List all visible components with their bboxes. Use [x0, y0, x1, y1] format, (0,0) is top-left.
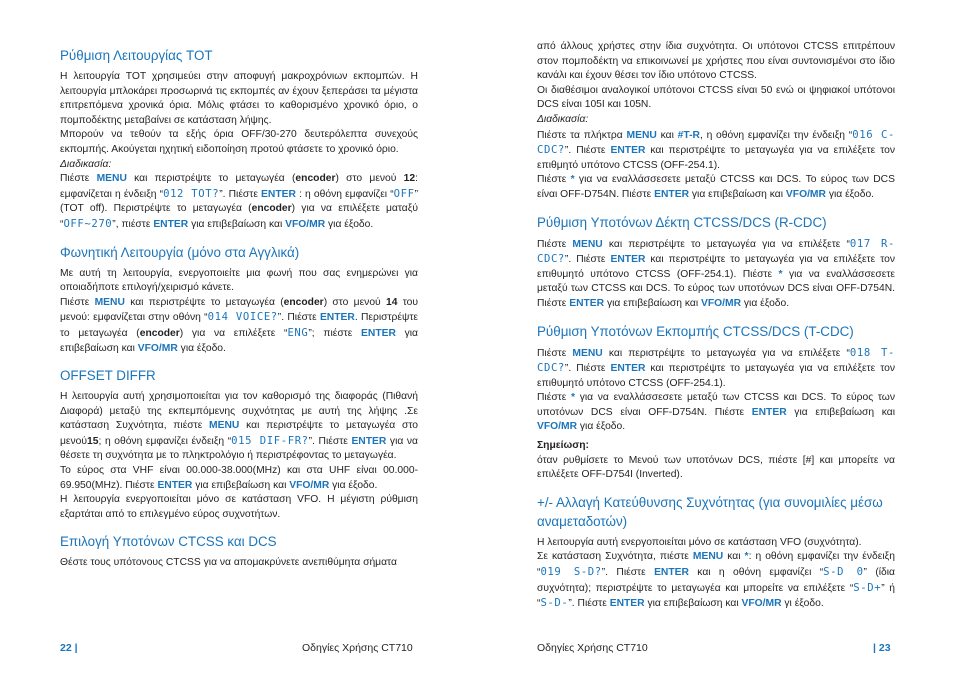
menu-key: MENU: [572, 238, 603, 250]
lcd-text: S-D+: [853, 581, 882, 594]
offset-procedure: Η λειτουργία αυτή χρησιμοποιείται για τον καθορισμό της διαφοράς (Πιθανή Διαφορά) μεταξύ της εκπεμπόμενης συχνότητας με αυτή της λήψης .Σε κατάσταση Συχνότητα, πιέστε MENU και περιστρέψτε το μεταγωγέα στο μενού15; η οθόνη εμφανίζει ένδειξη “015 DIF-FR?”. Πιέστε ENTER για να θέσετε τη συχνότητα με το πληκτρολόγιο ή περιστρέφοντας το μεταγωγέα.: [60, 391, 418, 462]
menu-key: MENU: [572, 347, 603, 359]
tcdc-dcs-toggle: Πιέστε * για να εναλλάσσεσετε μεταξύ των CTCSS και DCS. Το εύρος των υποτόνων DCS είναι OFF-D754N. Πιέστε ENTER για επιβεβαίωση και VFO/MR για έξοδο.: [537, 392, 895, 433]
note-text: όταν ρυθμίσετε το Μενού των υποτόνων DCS, πιέστε [#] και μπορείτε να επιλέξετε OFF-D754I (Inverted).: [537, 454, 895, 481]
menu-key: MENU: [96, 173, 127, 185]
ctcss-available: Οι διαθέσιμοι αναλογικοί υπότονοι CTCSS είναι 50 ενώ οι ψηφιακοί υπότονοι DCS είναι 105I και 105N.: [537, 84, 895, 111]
menu-key: MENU: [626, 129, 657, 141]
lcd-text: S-D 0: [823, 566, 864, 579]
right-page-number: | 23: [873, 642, 891, 654]
vfo-mr-key: VFO/MR: [741, 598, 782, 610]
star-key: *: [571, 392, 576, 404]
enter-key: ENTER: [654, 567, 689, 579]
menu-key: MENU: [209, 420, 240, 432]
enter-key: ENTER: [261, 188, 296, 200]
lcd-text: ENG: [287, 326, 309, 339]
section-heading-shift: +/- Αλλαγή Κατεύθυνσης Συχνότητας (για συνομιλίες μέσω αναμεταδοτών): [537, 494, 883, 529]
offset-note: Η λειτουργία ενεργοποιείται μόνο σε κατάσταση VFO. Η μέγιστη ρύθμιση εξαρτάται από το επιλεγμένο εύρος συχνοτήτων.: [60, 494, 418, 520]
enter-key: ENTER: [569, 297, 605, 309]
offset-range: Το εύρος στα VHF είναι 00.000-38.000(MHz) και στα UHF είναι 00.000-69.950(MHz). Πιέστε ENTER για επιβεβαίωση και VFO/MR για έξοδο.: [60, 465, 418, 491]
encoder-term: encoder: [283, 296, 324, 308]
lcd-text: 014 VOICE?: [207, 311, 278, 324]
section-heading-offset: OFFSET DIFFR: [60, 368, 156, 384]
tot-procedure-label: Διαδικασία:: [60, 158, 112, 170]
voice-procedure: Πιέστε MENU και περιστρέψτε το μεταγωγέα (encoder) στο μενού 14 του μενού: εμφανίζεται στην οθόνη “014 VOICE?”. Πιέστε ENTER. Περιστρέψτε το μεταγωγέα (encoder) για να επιλέξετε “ENG”; πιέστε ENTER για επιβεβαίωση και VFO/MR για έξοδο.: [60, 296, 419, 354]
vfo-mr-key: VFO/MR: [137, 342, 178, 354]
enter-key: ENTER: [609, 598, 645, 610]
lcd-text: 018 T-CDC?: [537, 346, 895, 375]
left-page-number: 22 |: [60, 642, 78, 654]
note-label: Σημείωση:: [537, 440, 589, 452]
menu-number: 12: [403, 173, 416, 185]
lcd-text: 012 TOT?: [163, 187, 220, 200]
tot-procedure: Πιέστε MENU και περιστρέψτε το μεταγωγέα (encoder) στο μενού 12: εμφανίζεται η ένδειξη “012 TOT?”. Πιέστε ENTER : η οθόνη εμφανίζει “OFF” (TOT off). Περιστρέψτε το μεταγωγέα (encoder) για να επιλέξετε ματαξύ “OFF~270”, πιέστε ENTER για επιβεβαίωση και VFO/MR για έξοδο.: [60, 173, 419, 230]
enter-key: ENTER: [751, 406, 787, 418]
right-page: [537, 40, 895, 612]
enter-key: ENTER: [361, 327, 396, 339]
enter-key: ENTER: [153, 218, 189, 230]
section-heading-tcdc: Ρύθμιση Υποτόνων Εκπομπής CTCSS/DCS (T-CDC): [537, 323, 854, 339]
right-footer-title: Οδηγίες Χρήσης CT710: [537, 642, 648, 654]
ctcss-procedure-label: Διαδικασία:: [537, 113, 589, 125]
t-r-key: #T-R: [677, 129, 700, 141]
ctcss-intro: Θέστε τους υπότονους CTCSS για να απομακρύνετε ανεπιθύμητα σήματα: [60, 557, 397, 569]
vfo-mr-key: VFO/MR: [785, 188, 826, 200]
star-key: *: [744, 551, 749, 563]
tot-options: Μπορούν να τεθούν τα εξής όρια OFF/30-270 δευτερόλεπτα συνεχούς εκπομπής. Ακούγεται ηχητική ειδοποίηση προτού φτάσετε το χρονικό όριο.: [60, 129, 418, 155]
enter-key: ENTER: [157, 479, 193, 491]
encoder-term: encoder: [139, 327, 180, 339]
lcd-text: 016 C-CDC?: [537, 128, 896, 157]
shift-procedure: Σε κατάσταση Συχνότητα, πιέστε MENU και *: η οθόνη εμφανίζει την ένδειξη “019 S-D?”. Πιέστε ENTER και η οθόνη εμφανίζει “S-D 0” (ίδια συχνότητα); περιστρέψτε το μεταγωγέα και μπορείτε να επιλέξετε “S-D+” ή “S-D-”. Πιέστε ENTER για επιβεβαίωση και VFO/MR γι έξοδο.: [537, 551, 896, 610]
section-heading-ctcss: Επιλογή Υποτόνων CTCSS και DCS: [60, 534, 277, 550]
encoder-term: encoder: [295, 173, 336, 185]
section-heading-rcdc: Ρύθμιση Υποτόνων Δέκτη CTCSS/DCS (R-CDC): [537, 214, 827, 230]
lcd-text: OFF~270: [63, 217, 113, 230]
section-heading-voice: Φωνητική Λειτουργία (μόνο στα Αγγλικά): [60, 244, 300, 260]
enter-key: ENTER: [610, 363, 646, 375]
menu-key: MENU: [692, 551, 724, 563]
enter-key: ENTER: [319, 312, 355, 324]
vfo-mr-key: VFO/MR: [285, 218, 326, 230]
star-key: *: [778, 268, 783, 280]
lcd-text: 015 DIF-FR?: [231, 434, 309, 447]
tot-intro: Η λειτουργία TOT χρησιμεύει στην αποφυγή μακροχρόνιων εκπομπών. Η λειτουργία μπλοκάρει προσωρινά τις εκπομπές αν έχουν ξεπεράσει τα μέγιστα επιτρεπόμενα χρονικά όρια. Μόλις φτάσει το καθορισμένο χρονικό όριο, ο πομποδέκτης μεταβαίνει σε κατάσταση λήψης.: [60, 71, 418, 126]
ctcss-continued: από άλλους χρήστες στην ίδια συχνότητα. Οι υπότονοι CTCSS επιτρέπουν στον πομποδέκτη να επικοινωνεί με χρήστες που είναι συντονισμένοι στο ίδιο κανάλι και έχουν θέσει τον ίδιο υπότονο CTCSS.: [537, 41, 895, 82]
enter-key: ENTER: [610, 145, 646, 157]
tcdc-procedure: Πιέστε MENU και περιστρέψτε το μεταγωγέα για να επιλέξετε “018 T-CDC?”. Πιέστε ENTER και περιστρέψτε το μεταγωγέα για να επιλέξετε τον επιθυμητό υπότονο CTCSS (OFF-254.1).: [537, 346, 895, 389]
menu-key: MENU: [94, 296, 125, 308]
lcd-text: 019 S-D?: [540, 566, 602, 579]
menu-number: 14: [385, 296, 398, 308]
menu-number: 15: [87, 435, 99, 447]
enter-key: ENTER: [610, 254, 646, 266]
vfo-mr-key: VFO/MR: [537, 421, 578, 433]
vfo-mr-key: VFO/MR: [701, 297, 742, 309]
lcd-text: 017 R-CDC?: [537, 237, 895, 266]
lcd-text: S-D-: [540, 597, 569, 610]
rcdc-procedure: Πιέστε MENU και περιστρέψτε το μεταγωγέα για να επιλέξετε “017 R-CDC?”. Πιέστε ENTER και περιστρέψτε το μεταγωγέα για να επιλέξετε τον επιθυμητό υπότονο CTCSS (OFF-254.1). Πιέστε * για να εναλλάσσεσετε μεταξύ των CTCSS και DCS. Το εύρος των υποτόνων DCS είναι OFF-D754N. Πιέστε ENTER για επιβεβαίωση και VFO/MR για έξοδο.: [537, 237, 895, 309]
left-page: [60, 40, 418, 571]
enter-key: ENTER: [351, 435, 387, 447]
ctcss-procedure: Πιέστε τα πλήκτρα MENU και #T-R, η οθόνη εμφανίζει την ένδειξη “016 C-CDC?”. Πιέστε ENTER και περιστρέψτε το μεταγωγέα για να επιλέξετε τον επιθμητό υπότονο CTCSS (OFF-254.1).: [537, 128, 896, 171]
star-key: *: [570, 174, 575, 186]
lcd-text: OFF: [393, 187, 415, 200]
left-footer-title: Οδηγίες Χρήσης CT710: [302, 642, 413, 654]
voice-intro: Με αυτή τη λειτουργία, ενεργοποιείτε μια φωνή που σας ενημερώνει για οποιαδήποτε επιλογή/χειρισμό κάνετε.: [60, 267, 418, 294]
enter-key: ENTER: [654, 188, 690, 200]
encoder-term: encoder: [251, 203, 292, 215]
vfo-mr-key: VFO/MR: [289, 479, 330, 491]
section-heading-tot: Ρύθμιση Λειτουργίας TOT: [60, 48, 213, 63]
ctcss-dcs-toggle: Πιέστε * για να εναλλάσσεσετε μεταξύ CTCSS και DCS. Το εύρος των DCS είναι OFF-D754N. Πιέστε ENTER για επιβεβαίωση και VFO/MR για έξοδο.: [537, 174, 895, 200]
shift-intro: Η λειτουργία αυτή ενεργοποιείται μόνο σε κατάσταση VFO (συχνότητα).: [537, 536, 862, 548]
